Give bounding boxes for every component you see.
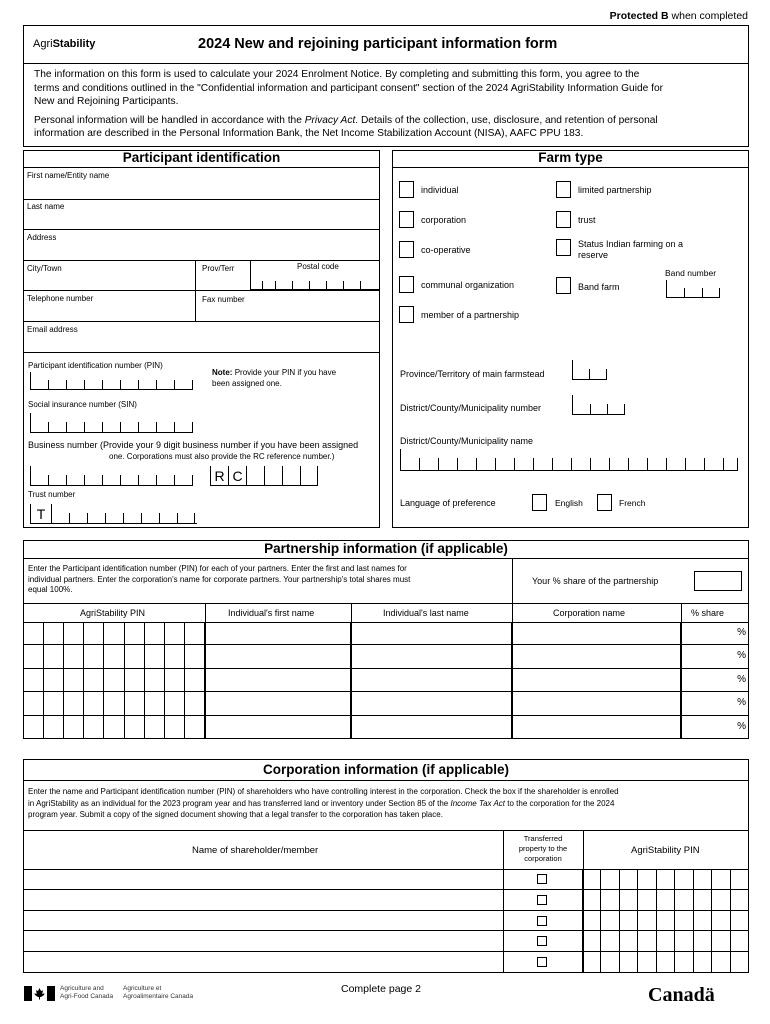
communal-label: communal organization	[421, 280, 515, 290]
telephone-field[interactable]	[24, 303, 194, 321]
postal-label: Postal code	[297, 262, 339, 271]
pin-field[interactable]	[30, 372, 193, 390]
agristability-brand: AgriStability	[33, 38, 96, 50]
corporation-label: corporation	[421, 215, 467, 225]
province-main-field[interactable]	[572, 360, 607, 380]
shareholder-pin-digit[interactable]	[731, 869, 749, 890]
shareholder-pin-digit[interactable]	[638, 911, 656, 932]
partner-pin-digit[interactable]	[125, 622, 145, 645]
partner-pin-digit[interactable]	[165, 645, 185, 668]
your-share-input[interactable]	[694, 571, 742, 591]
shareholder-pin-digit[interactable]	[712, 911, 730, 932]
partner-corp-name-input[interactable]	[512, 716, 681, 739]
partner-share-input[interactable]: %	[681, 622, 749, 645]
partner-pin-digit[interactable]	[84, 645, 104, 668]
band-farm-checkbox[interactable]	[556, 277, 571, 294]
partner-pin-digit[interactable]	[84, 622, 104, 645]
partner-pin-digit[interactable]	[185, 716, 205, 739]
canada-flag-icon	[24, 986, 55, 1001]
prov-label: Prov/Terr	[202, 264, 235, 273]
shareholder-name-input[interactable]	[23, 890, 503, 911]
partner-last-name-input[interactable]	[351, 692, 512, 715]
farm-type-section	[392, 150, 749, 528]
shareholder-name-input[interactable]	[23, 911, 503, 932]
col-header-share: % share	[691, 608, 725, 618]
partner-pin-digit[interactable]	[24, 645, 44, 668]
shareholder-pin-digit[interactable]	[675, 890, 693, 911]
department-name-fr: Agriculture et Agroalimentaire Canada	[123, 985, 194, 1000]
partner-pin-digit[interactable]	[64, 716, 84, 739]
shareholder-pin-digit[interactable]	[657, 869, 675, 890]
business-number-label: Business number (Provide your 9 digit business number if you have been assigned one. Corporations must also provide the RC reference number.)	[28, 440, 359, 461]
business-number-field[interactable]	[30, 466, 193, 486]
fax-label: Fax number	[202, 295, 245, 304]
partner-pin-digit[interactable]	[165, 716, 185, 739]
shareholder-pin-digit[interactable]	[620, 911, 638, 932]
partner-pin-digit[interactable]	[104, 669, 124, 692]
partner-pin-digit[interactable]	[125, 716, 145, 739]
shareholder-pin-digit[interactable]	[694, 952, 712, 973]
cooperative-checkbox[interactable]	[399, 241, 414, 258]
col-header-last-name: Individual's last name	[383, 608, 469, 618]
shareholder-pin-digit[interactable]	[712, 952, 730, 973]
shareholder-pin-digit[interactable]	[731, 931, 749, 952]
partner-pin-digit[interactable]	[44, 716, 64, 739]
form-title: 2024 New and rejoining participant information form	[198, 36, 558, 52]
shareholder-pin-digit[interactable]	[620, 869, 638, 890]
shareholder-pin-digit[interactable]	[675, 952, 693, 973]
fax-field[interactable]	[197, 304, 379, 321]
first-name-field[interactable]	[24, 180, 379, 199]
shareholder-pin-digit[interactable]	[620, 931, 638, 952]
cooperative-label: co-operative	[421, 245, 471, 255]
partner-pin-digit[interactable]	[145, 692, 165, 715]
band-number-field[interactable]	[666, 280, 720, 298]
pin-note: Note: Provide your PIN if you have been assigned one.	[212, 368, 337, 388]
shareholder-pin-digit[interactable]	[638, 890, 656, 911]
status-indian-checkbox[interactable]	[556, 239, 571, 256]
shareholder-pin-digit[interactable]	[657, 911, 675, 932]
limited-partnership-label: limited partnership	[578, 185, 652, 195]
district-name-label: District/County/Municipality name	[400, 436, 534, 446]
partner-pin-digit[interactable]	[84, 669, 104, 692]
last-name-label: Last name	[27, 202, 65, 211]
partner-share-input[interactable]: %	[681, 645, 749, 668]
partner-pin-digit[interactable]	[84, 716, 104, 739]
shareholder-pin-digit[interactable]	[731, 890, 749, 911]
partner-pin-digit[interactable]	[185, 692, 205, 715]
partner-pin-digit[interactable]	[24, 622, 44, 645]
partner-pin-digit[interactable]	[64, 622, 84, 645]
partner-first-name-input[interactable]	[205, 622, 351, 645]
shareholder-pin-digit[interactable]	[583, 952, 601, 973]
partner-first-name-input[interactable]	[205, 716, 351, 739]
transferred-cell	[503, 911, 583, 932]
transferred-checkbox[interactable]	[537, 874, 547, 884]
transferred-checkbox[interactable]	[537, 957, 547, 967]
partner-pin-digit[interactable]	[104, 622, 124, 645]
partnership-instructions: Enter the Participant identification number (PIN) for each of your partners. Enter the first and last names for individual partners. Enter the corporation's name for corporate partners. Your partnership's total shares must equal 100%.	[28, 564, 411, 594]
shareholder-pin-digit[interactable]	[583, 869, 601, 890]
partnership-title: Partnership information (if applicable)	[264, 541, 508, 556]
col-header-first-name: Individual's first name	[228, 608, 315, 618]
partner-pin-digit[interactable]	[24, 692, 44, 715]
partner-pin-digit[interactable]	[185, 645, 205, 668]
transferred-cell	[503, 952, 583, 973]
sin-label: Social insurance number (SIN)	[28, 400, 137, 409]
shareholder-pin-digit[interactable]	[620, 890, 638, 911]
province-main-label: Province/Territory of main farmstead	[400, 369, 545, 379]
shareholder-pin-digit[interactable]	[712, 931, 730, 952]
partner-pin-digit[interactable]	[125, 692, 145, 715]
trust-field[interactable]: T	[30, 504, 197, 524]
partner-corp-name-input[interactable]	[512, 669, 681, 692]
partner-share-input[interactable]: %	[681, 669, 749, 692]
district-name-field[interactable]	[400, 449, 738, 471]
shareholder-pin-digit[interactable]	[675, 911, 693, 932]
partner-last-name-input[interactable]	[351, 645, 512, 668]
postal-field[interactable]	[276, 274, 380, 290]
partner-pin-digit[interactable]	[125, 645, 145, 668]
sin-field[interactable]	[30, 413, 193, 433]
partner-corp-name-input[interactable]	[512, 645, 681, 668]
partner-pin-digit[interactable]	[64, 692, 84, 715]
partner-share-input[interactable]: %	[737, 720, 746, 732]
transferred-cell	[503, 931, 583, 952]
partner-pin-digit[interactable]	[104, 716, 124, 739]
email-label: Email address	[27, 325, 78, 334]
canada-wordmark: Canadä	[648, 984, 715, 1006]
shareholder-pin-digit[interactable]	[638, 931, 656, 952]
corporation-checkbox[interactable]	[399, 211, 414, 228]
status-indian-label: Status Indian farming on a reserve	[578, 239, 684, 260]
shareholder-pin-digit[interactable]	[694, 869, 712, 890]
col-header-pin: AgriStability PIN	[80, 608, 146, 618]
english-checkbox[interactable]	[532, 494, 547, 511]
partner-pin-digit[interactable]	[185, 669, 205, 692]
department-name-en: Agriculture and Agri-Food Canada	[60, 985, 114, 1000]
shareholder-pin-digit[interactable]	[675, 931, 693, 952]
partner-pin-digit[interactable]	[104, 645, 124, 668]
shareholder-pin-digit[interactable]	[601, 890, 619, 911]
col-header-corp-name: Corporation name	[553, 608, 626, 618]
email-field[interactable]	[24, 334, 379, 352]
partner-pin-digit[interactable]	[145, 669, 165, 692]
your-share-label: Your % share of the partnership	[532, 576, 659, 586]
partner-corp-name-input[interactable]	[512, 622, 681, 645]
shareholder-pin-digit[interactable]	[657, 952, 675, 973]
partner-pin-digit[interactable]	[44, 645, 64, 668]
shareholder-pin-digit[interactable]	[657, 931, 675, 952]
partner-last-name-input[interactable]	[351, 669, 512, 692]
transferred-checkbox[interactable]	[537, 936, 547, 946]
shareholder-pin-digit[interactable]	[694, 931, 712, 952]
partner-pin-digit[interactable]	[145, 716, 165, 739]
col-header-shareholder: Name of shareholder/member	[192, 845, 319, 856]
shareholder-pin-digit[interactable]	[601, 931, 619, 952]
shareholder-pin-digit[interactable]	[694, 911, 712, 932]
shareholder-pin-digit[interactable]	[638, 869, 656, 890]
partner-first-name-input[interactable]	[205, 692, 351, 715]
shareholder-name-input[interactable]	[23, 869, 503, 890]
member-partnership-checkbox[interactable]	[399, 306, 414, 323]
shareholder-pin-digit[interactable]	[583, 890, 601, 911]
shareholder-pin-digit[interactable]	[583, 931, 601, 952]
shareholder-pin-digit[interactable]	[583, 911, 601, 932]
french-label: French	[619, 498, 646, 508]
partner-last-name-input[interactable]	[351, 622, 512, 645]
shareholder-pin-digit[interactable]	[620, 952, 638, 973]
complete-page-2: Complete page 2	[341, 983, 421, 995]
transferred-checkbox[interactable]	[537, 895, 547, 905]
shareholder-pin-digit[interactable]	[712, 869, 730, 890]
english-label: English	[555, 498, 583, 508]
address-label: Address	[27, 233, 57, 242]
trust-checkbox[interactable]	[556, 211, 571, 228]
partner-pin-digit[interactable]	[165, 669, 185, 692]
protected-b-label: Protected B when completed	[609, 10, 748, 22]
communal-checkbox[interactable]	[399, 276, 414, 293]
partner-share-input[interactable]: %	[681, 692, 749, 715]
partner-pin-digit[interactable]	[84, 692, 104, 715]
transferred-cell	[503, 890, 583, 911]
partner-pin-digit[interactable]	[145, 645, 165, 668]
last-name-field[interactable]	[24, 211, 379, 229]
telephone-label: Telephone number	[27, 294, 94, 303]
trust-farm-label: trust	[578, 215, 596, 225]
limited-partnership-checkbox[interactable]	[556, 181, 571, 198]
trust-label: Trust number	[28, 490, 76, 499]
col-header-corp-pin: AgriStability PIN	[631, 845, 700, 856]
shareholder-pin-digit[interactable]	[712, 890, 730, 911]
corporation-instructions: Enter the name and Participant identification number (PIN) of shareholders who have controlling interest in the corporation. Check the box if the shareholder is enrolled in AgriStability as an individual for the 2023 program year and has transferred land or inventory under Section 85 of the Income Tax Act to the corporation for the 2024 program year. Submit a copy of the signed document showing that a legal transfer to the corporation has taken place.	[28, 787, 619, 819]
partner-pin-digit[interactable]	[145, 622, 165, 645]
individual-label: individual	[421, 185, 459, 195]
partner-first-name-input[interactable]	[205, 645, 351, 668]
partner-pin-digit[interactable]	[64, 669, 84, 692]
band-number-label: Band number	[665, 268, 717, 278]
transferred-checkbox[interactable]	[537, 916, 547, 926]
partner-corp-name-input[interactable]	[512, 692, 681, 715]
district-number-field[interactable]	[572, 395, 625, 415]
partner-pin-digit[interactable]	[44, 669, 64, 692]
french-checkbox[interactable]	[597, 494, 612, 511]
farm-type-title: Farm type	[538, 150, 603, 165]
band-farm-label: Band farm	[578, 282, 620, 292]
partner-pin-digit[interactable]	[44, 692, 64, 715]
shareholder-pin-digit[interactable]	[694, 890, 712, 911]
shareholder-name-input[interactable]	[23, 931, 503, 952]
city-label: City/Town	[27, 264, 62, 273]
individual-checkbox[interactable]	[399, 181, 414, 198]
partner-pin-digit[interactable]	[24, 669, 44, 692]
rc-reference-field[interactable]: R C	[210, 466, 318, 486]
partner-pin-digit[interactable]	[185, 622, 205, 645]
prov-field[interactable]	[250, 274, 276, 290]
shareholder-pin-digit[interactable]	[731, 911, 749, 932]
shareholder-pin-digit[interactable]	[601, 911, 619, 932]
pin-label: Participant identification number (PIN)	[28, 361, 163, 370]
partner-pin-digit[interactable]	[104, 692, 124, 715]
col-header-transferred: Transferred property to the corporation	[518, 834, 568, 863]
transferred-cell	[503, 869, 583, 890]
city-field[interactable]	[24, 273, 194, 290]
shareholder-pin-digit[interactable]	[675, 869, 693, 890]
intro-text: The information on this form is used to calculate your 2024 Enrolment Notice. By completing and submitting this form, you agree to the terms and conditions outlined in the "Confidential information and participant consent" section of the 2024 AgriStability Information Guide for New and Rejoining Participants. Personal information will be handled in accordance with the Privacy Act. Details of the collection, use, disclosure, and retention of personal information are described in the Personal Information Bank, the Net Income Stabilization Account (NISA), AAFC PPU 183.	[34, 69, 664, 139]
language-label: Language of preference	[400, 498, 496, 508]
partner-pin-digit[interactable]	[64, 645, 84, 668]
partner-first-name-input[interactable]	[205, 669, 351, 692]
shareholder-pin-digit[interactable]	[601, 869, 619, 890]
corporation-title: Corporation information (if applicable)	[263, 762, 509, 777]
shareholder-pin-digit[interactable]	[601, 952, 619, 973]
partner-pin-digit[interactable]	[165, 692, 185, 715]
first-name-label: First name/Entity name	[27, 171, 110, 180]
shareholder-name-input[interactable]	[23, 952, 503, 973]
shareholder-pin-digit[interactable]	[731, 952, 749, 973]
partner-pin-digit[interactable]	[44, 622, 64, 645]
partner-pin-digit[interactable]	[165, 622, 185, 645]
partner-pin-digit[interactable]	[125, 669, 145, 692]
district-number-label: District/County/Municipality number	[400, 403, 542, 413]
partner-last-name-input[interactable]	[351, 716, 512, 739]
shareholder-pin-digit[interactable]	[657, 890, 675, 911]
partner-pin-digit[interactable]	[24, 716, 44, 739]
address-field[interactable]	[24, 242, 379, 260]
shareholder-pin-digit[interactable]	[638, 952, 656, 973]
member-partnership-label: member of a partnership	[421, 310, 520, 320]
participant-section-title: Participant identification	[122, 150, 281, 165]
